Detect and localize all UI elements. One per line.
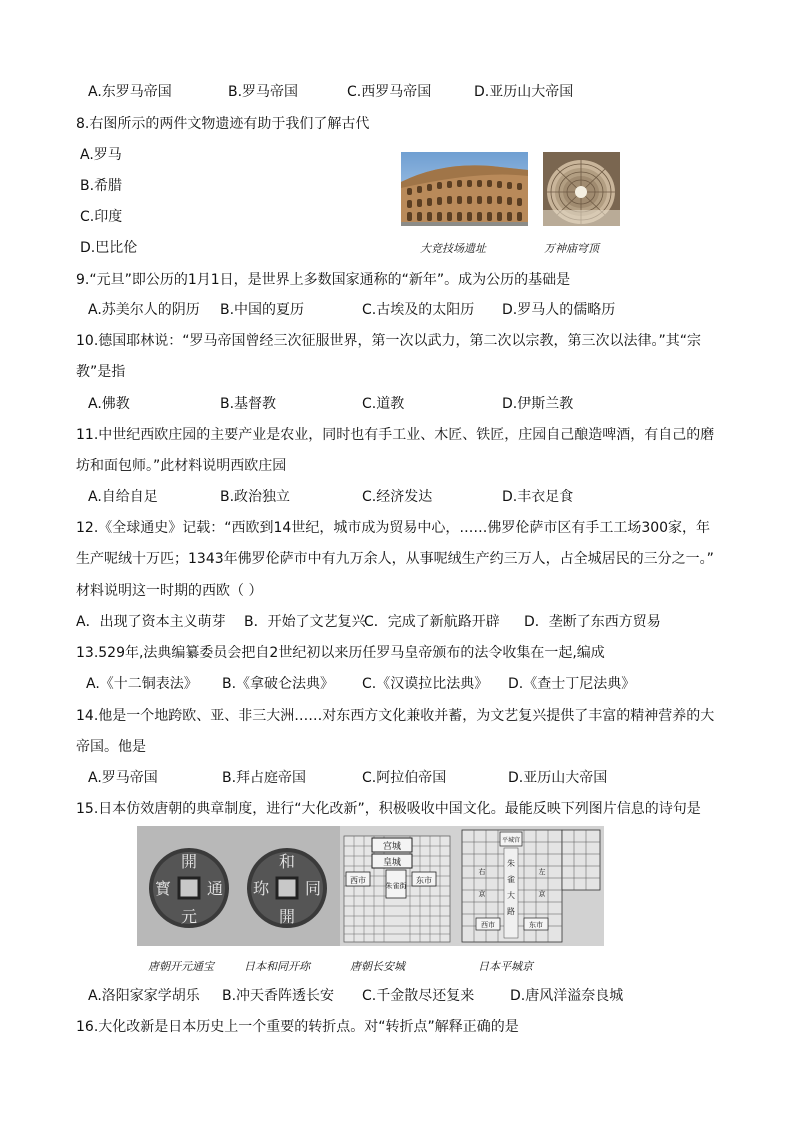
q8-option-d: D.巴比伦 <box>80 240 138 256</box>
q11-option-d: D.丰衣足食 <box>502 489 574 505</box>
q12-option-d: D．垄断了东西方贸易 <box>524 614 661 630</box>
q8-option-b: B.希腊 <box>80 178 123 194</box>
pantheon-caption: 万神庙穹顶 <box>544 242 599 255</box>
map2-jing-left: 京 <box>538 890 546 898</box>
q8-option-c: C.印度 <box>80 209 123 225</box>
kaiyuan-caption: 唐朝开元通宝 <box>148 960 214 973</box>
q12-option-c: C．完成了新航路开辟 <box>364 614 500 630</box>
q14-option-d: D.亚历山大帝国 <box>508 770 608 786</box>
q11-option-c: C.经济发达 <box>362 489 433 505</box>
q9-option-a: A.苏美尔人的阴历 <box>88 302 200 318</box>
map2-zhu: 朱 <box>507 859 515 868</box>
q7-option-d: D.亚历山大帝国 <box>474 84 574 100</box>
q12-stem-line-3: 材料说明这一时期的西欧（ ） <box>76 583 263 599</box>
q10-option-c: C.道教 <box>362 396 405 412</box>
changan-caption: 唐朝长安城 <box>350 960 405 973</box>
q12-stem-line-1: 12.《全球通史》记载：“西欧到14世纪，城市成为贸易中心，……佛罗伦萨市区有手工工场300家，年 <box>76 520 711 536</box>
wadokaichin-caption: 日本和同开珎 <box>244 960 310 973</box>
map1-zhuque-street: 朱雀街 <box>385 882 407 890</box>
map1-east-market: 东市 <box>416 876 432 885</box>
q8-stem: 8.右图所示的两件文物遗迹有助于我们了解古代 <box>76 116 370 132</box>
q9-option-d: D.罗马人的儒略历 <box>502 302 616 318</box>
kaiyuan-coin <box>149 848 229 928</box>
q10-option-d: D.伊斯兰教 <box>502 396 574 412</box>
q15-stem: 15.日本仿效唐朝的典章制度，进行“大化改新”，积极吸收中国文化。最能反映下列图片信息的诗句是 <box>76 801 701 817</box>
q15-option-b: B.冲天香阵透长安 <box>222 988 335 1004</box>
coin2-char-left: 珎 <box>252 879 270 898</box>
q13-option-c: C.《汉谟拉比法典》 <box>362 676 489 692</box>
coin2-char-right: 同 <box>304 879 322 898</box>
map2-zuo: 左 <box>538 868 546 876</box>
map1-palace-city: 宫城 <box>382 842 402 852</box>
map2-jing-right: 京 <box>478 890 486 898</box>
q15-option-a: A.洛阳家家学胡乐 <box>88 988 200 1004</box>
q10-stem-line-1: 10.德国耶林说：“罗马帝国曾经三次征服世界，第一次以武力，第二次以宗教，第三次以法律。”其“宗 <box>76 333 702 349</box>
coin1-char-top: 開 <box>180 852 198 871</box>
q9-option-b: B.中国的夏历 <box>220 302 305 318</box>
q15-option-d: D.唐风洋溢奈良城 <box>510 988 624 1004</box>
q12-option-b: B．开始了文艺复兴 <box>244 614 366 630</box>
coin2-char-bottom: 開 <box>278 907 296 926</box>
coin1-char-left: 寳 <box>154 879 172 898</box>
q7-option-b: B.罗马帝国 <box>228 84 299 100</box>
q12-option-a: A．出现了资本主义萌芽 <box>76 614 226 630</box>
q14-option-a: A.罗马帝国 <box>88 770 158 786</box>
wadokaichin-coin <box>247 848 327 928</box>
q7-option-c: C.西罗马帝国 <box>347 84 432 100</box>
q9-option-c: C.古埃及的太阳历 <box>362 302 475 318</box>
map2-palace: 平城宫 <box>501 837 521 844</box>
q8-option-a: A.罗马 <box>80 147 122 163</box>
q13-option-b: B.《拿破仑法典》 <box>222 676 335 692</box>
coin1-char-bottom: 元 <box>180 907 198 926</box>
coin1-char-right: 通 <box>206 879 224 898</box>
q11-option-b: B.政治独立 <box>220 489 291 505</box>
q10-option-a: A.佛教 <box>88 396 130 412</box>
q15-option-c: C.千金散尽还复来 <box>362 988 475 1004</box>
q14-option-b: B.拜占庭帝国 <box>222 770 307 786</box>
q9-stem: 9.“元旦”即公历的1月1日，是世界上多数国家通称的“新年”。成为公历的基础是 <box>76 272 571 288</box>
q11-option-a: A.自给自足 <box>88 489 158 505</box>
q16-stem: 16.大化改新是日本历史上一个重要的转折点。对“转折点”解释正确的是 <box>76 1019 519 1035</box>
pantheon-dome-photo <box>543 152 620 226</box>
q11-stem-line-1: 11.中世纪西欧庄园的主要产业是农业，同时也有手工业、木匠、铁匠，庄园自己酿造啤酒，有自己的磨 <box>76 427 715 443</box>
map1-imperial-city: 皇城 <box>382 858 402 868</box>
map2-east-market: 东市 <box>529 921 543 929</box>
q7-option-a: A.东罗马帝国 <box>88 84 172 100</box>
map1-west-market: 西市 <box>350 876 366 885</box>
q10-stem-line-2: 教”是指 <box>76 364 126 380</box>
map2-you: 右 <box>478 868 486 876</box>
q13-stem: 13.529年,法典编纂委员会把自2世纪初以来历任罗马皇帝颁布的法令收集在一起,编成 <box>76 645 605 661</box>
map2-que: 雀 <box>507 875 515 884</box>
map2-west-market: 西市 <box>481 921 495 929</box>
coins-photo <box>137 826 340 946</box>
heijokyo-caption: 日本平城京 <box>478 960 533 973</box>
q13-option-a: A.《十二铜表法》 <box>86 676 198 692</box>
q14-option-c: C.阿拉伯帝国 <box>362 770 447 786</box>
q14-stem-line-2: 帝国。他是 <box>76 739 146 755</box>
q12-stem-line-2: 生产呢绒十万匹；1343年佛罗伦萨市中有九万余人，从事呢绒生产约三万人，占全城居民的三分之一。” <box>76 551 714 567</box>
colosseum-caption: 大竞技场遗址 <box>420 242 486 255</box>
q10-option-b: B.基督教 <box>220 396 277 412</box>
changan-map <box>340 826 458 946</box>
q14-stem-line-1: 14.他是一个地跨欧、亚、非三大洲……对东西方文化兼收并蓄，为文艺复兴提供了丰富的精神营养的大 <box>76 708 715 724</box>
heijokyo-map <box>458 826 604 946</box>
q11-stem-line-2: 坊和面包师。”此材料说明西欧庄园 <box>76 458 287 474</box>
q13-option-d: D.《查士丁尼法典》 <box>508 676 636 692</box>
colosseum-photo <box>401 152 528 226</box>
coin2-char-top: 和 <box>278 852 296 871</box>
map2-da: 大 <box>507 891 515 900</box>
map2-lu: 路 <box>507 907 515 916</box>
